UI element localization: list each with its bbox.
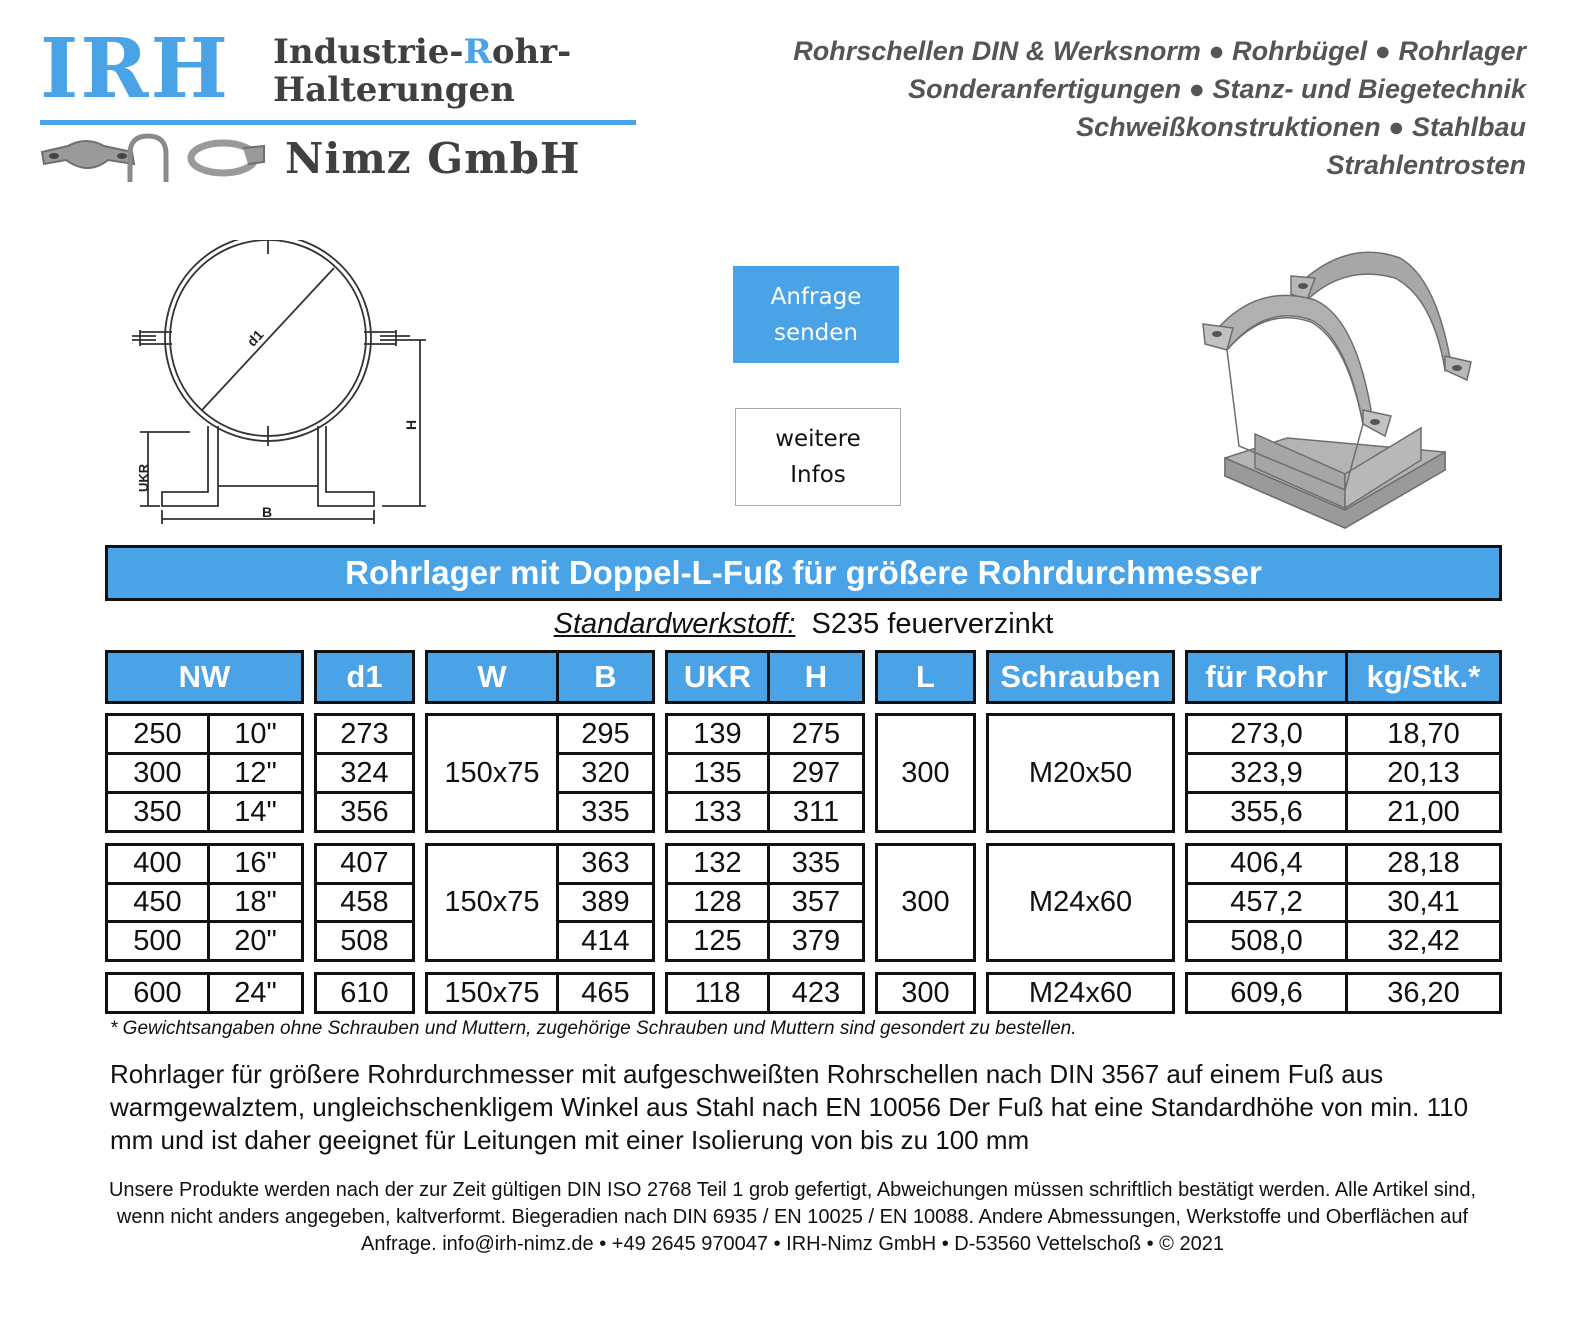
table-cell: 450 xyxy=(108,882,207,921)
header-schrauben xyxy=(986,650,1175,704)
tagline-4: Strahlentrosten xyxy=(1326,150,1526,180)
header-l-label: L xyxy=(916,659,935,694)
table-cell: 139 xyxy=(693,717,742,750)
header-kg-label: kg/Stk.* xyxy=(1345,653,1499,701)
table-cell: 363 xyxy=(581,847,630,880)
table-cell: 609,6 xyxy=(1230,976,1303,1009)
table-cell: 150x75 xyxy=(444,976,540,1009)
table-cell: 128 xyxy=(668,882,767,921)
table-cell: 28,18 xyxy=(1387,847,1460,880)
table-cell: 295 xyxy=(581,717,630,750)
logo-line2-h: H xyxy=(273,70,306,110)
header-w-label: W xyxy=(477,659,507,694)
u-bolt-icon xyxy=(130,136,166,182)
group1-w-b xyxy=(425,713,655,833)
table-footnote: * Gewichtsangaben ohne Schrauben und Muttern, zugehörige Schrauben und Muttern sind gesondert zu bestellen. xyxy=(110,1018,1077,1039)
table-cell: 300 xyxy=(901,886,950,918)
table-title: Rohrlager mit Doppel-L-Fuß für größere Rohrdurchmesser xyxy=(105,545,1502,601)
table-cell: 458 xyxy=(317,882,412,921)
table-cell: 21,00 xyxy=(1348,791,1499,830)
table-cell: 18,70 xyxy=(1387,717,1460,750)
logo-line-1 xyxy=(273,34,571,70)
header-ukr-h xyxy=(665,650,865,704)
group3-w-b xyxy=(425,972,655,1014)
logo-line1-i: I xyxy=(273,32,289,72)
table-cell: 400 xyxy=(133,847,182,880)
group1-ukr-h xyxy=(665,713,865,833)
logo-line1-c: ohr- xyxy=(491,32,572,72)
table-cell: M24x60 xyxy=(1028,976,1133,1009)
group2-w-b xyxy=(425,843,655,962)
table-cell: 150x75 xyxy=(444,756,540,789)
table-cell: 356 xyxy=(317,791,412,830)
table-cell: 355,6 xyxy=(1188,791,1345,830)
header-w-b xyxy=(425,650,655,704)
table-cell: 297 xyxy=(770,752,862,791)
product-image xyxy=(1195,238,1475,530)
table-cell: 335 xyxy=(559,791,652,830)
request-button-line2: senden xyxy=(773,319,859,346)
table-cell: 150x75 xyxy=(444,886,540,918)
table-cell: 30,41 xyxy=(1348,882,1499,921)
group2-d1 xyxy=(314,843,415,962)
group3-rohr-kg xyxy=(1185,972,1502,1014)
more-info-button-line2: Infos xyxy=(790,462,846,488)
table-cell: 610 xyxy=(340,976,389,1009)
table-cell: 406,4 xyxy=(1230,847,1303,880)
group3-schrauben xyxy=(986,972,1175,1014)
label-ukr: UKR xyxy=(136,463,151,492)
fine-print: Unsere Produkte werden nach der zur Zeit gültigen DIN ISO 2768 Teil 1 grob gefertigt, Abweichungen müssen schriftlich bestätigt werden. Alle Artikel sind, wenn nicht anders angegeben, kaltverformt. Biegeradien nach DIN 6935 / EN 10025 / EN 10088. Andere Abmessungen, Werkstoffe und Oberflächen auf Anfrage. info@irh-nimz.de • +49 2645 970047 • IRH-Nimz GmbH • D-53560 Vettelschoß • © 2021 xyxy=(108,1179,1477,1255)
group1-schrauben xyxy=(986,713,1175,833)
table-cell: 14" xyxy=(210,791,301,830)
header-d1-label: d1 xyxy=(346,659,383,694)
tagline-1: Rohrschellen DIN & Werksnorm ● Rohrbügel ● Rohrlager xyxy=(793,36,1526,66)
table-cell: 273 xyxy=(340,717,389,750)
table-cell: 311 xyxy=(770,791,862,830)
table-cell: 275 xyxy=(791,717,841,750)
table-cell: 407 xyxy=(340,847,389,880)
logo-line2-b: alterungen xyxy=(305,70,515,110)
label-b: B xyxy=(262,504,273,520)
group2-ukr-h xyxy=(665,843,865,962)
more-info-button[interactable] xyxy=(735,408,901,506)
table-cell: 24" xyxy=(234,976,277,1009)
group1-l xyxy=(875,713,976,833)
table-cell: 132 xyxy=(693,847,742,880)
logo-line-2 xyxy=(273,72,515,108)
group2-nw xyxy=(105,843,304,962)
header-d1 xyxy=(314,650,415,704)
table-cell: 300 xyxy=(901,756,950,789)
pipe-clamp-icon xyxy=(42,141,134,168)
group1-rohr-kg xyxy=(1185,713,1502,833)
logo-line1-a: ndustrie- xyxy=(288,32,464,72)
logo-line1-r: R xyxy=(463,32,492,72)
table-cell: 323,9 xyxy=(1188,752,1345,791)
group3-l xyxy=(875,972,976,1014)
tagline-3: Schweißkonstruktionen ● Stahlbau xyxy=(1076,112,1526,142)
more-info-button-line1: weitere xyxy=(775,426,861,452)
technical-drawing xyxy=(120,240,440,530)
table-cell: 500 xyxy=(108,920,207,959)
header-b-label: B xyxy=(556,653,652,701)
logo-company: Nimz GmbH xyxy=(285,134,581,183)
logo-divider xyxy=(40,120,636,125)
table-cell: 300 xyxy=(901,976,950,1009)
group3-ukr-h xyxy=(665,972,865,1014)
table-cell: 600 xyxy=(133,976,182,1009)
table-cell: 335 xyxy=(791,847,841,880)
product-description: Rohrlager für größere Rohrdurchmesser mit aufgeschweißten Rohrschellen nach DIN 3567 auf einem Fuß aus warmgewalztem, ungleichschenkligem Winkel aus Stahl nach EN 10056 Der Fuß hat eine Standardhöhe von min. 110 mm und ist daher geeignet für Leitungen mit einer Isolierung von bis zu 100 mm xyxy=(110,1059,1469,1155)
group2-rohr-kg xyxy=(1185,843,1502,962)
table-cell: 133 xyxy=(668,791,767,830)
table-cell: 273,0 xyxy=(1230,717,1303,750)
logo-irh: IRH xyxy=(40,21,230,117)
table-cell: 414 xyxy=(559,920,652,959)
table-cell: 508,0 xyxy=(1188,920,1345,959)
group3-nw xyxy=(105,972,304,1014)
group2-schrauben xyxy=(986,843,1175,962)
label-h: H xyxy=(403,419,419,430)
logo-product-icons xyxy=(38,132,268,184)
table-cell: 135 xyxy=(668,752,767,791)
table-cell: 12" xyxy=(210,752,301,791)
header-h-label: H xyxy=(767,653,862,701)
table-cell: 10" xyxy=(234,717,277,750)
header-nw xyxy=(105,650,304,704)
tagline-2: Sonderanfertigungen ● Stanz- und Biegetechnik xyxy=(908,74,1526,104)
header-rohr-kg xyxy=(1185,650,1502,704)
table-cell: 350 xyxy=(108,791,207,830)
table-cell: 20,13 xyxy=(1348,752,1499,791)
header-schrauben-label: Schrauben xyxy=(1000,659,1161,694)
group2-l xyxy=(875,843,976,962)
group1-d1 xyxy=(314,713,415,833)
material-line xyxy=(105,606,1502,642)
table-cell: 20" xyxy=(210,920,301,959)
label-d1: d1 xyxy=(243,326,267,350)
table-cell: M24x60 xyxy=(1028,886,1133,918)
table-cell: 465 xyxy=(581,976,630,1009)
table-cell: 250 xyxy=(133,717,182,750)
table-cell: 357 xyxy=(770,882,862,921)
header-nw-label: NW xyxy=(178,659,231,694)
request-button[interactable] xyxy=(733,266,899,363)
header-ukr-label: UKR xyxy=(683,659,752,694)
request-button-line1: Anfrage xyxy=(770,283,862,310)
table-cell: 300 xyxy=(108,752,207,791)
header-l xyxy=(875,650,976,704)
table-cell: 16" xyxy=(234,847,277,880)
table-cell: 389 xyxy=(559,882,652,921)
table-cell: 379 xyxy=(770,920,862,959)
table-cell: 423 xyxy=(791,976,841,1009)
table-cell: 36,20 xyxy=(1387,976,1460,1009)
group3-d1 xyxy=(314,972,415,1014)
table-cell: 18" xyxy=(210,882,301,921)
material-label: Standardwerkstoff: xyxy=(553,608,796,640)
table-cell: 320 xyxy=(559,752,652,791)
table-cell: 125 xyxy=(668,920,767,959)
group1-nw xyxy=(105,713,304,833)
header-rohr-label: für Rohr xyxy=(1205,659,1328,694)
material-value: S235 feuerverzinkt xyxy=(811,608,1054,640)
table-cell: 32,42 xyxy=(1348,920,1499,959)
table-cell: 324 xyxy=(317,752,412,791)
table-cell: 457,2 xyxy=(1188,882,1345,921)
table-cell: 508 xyxy=(317,920,412,959)
table-cell: 118 xyxy=(694,976,741,1009)
table-cell: M20x50 xyxy=(1028,756,1133,789)
round-clamp-icon xyxy=(191,143,264,173)
